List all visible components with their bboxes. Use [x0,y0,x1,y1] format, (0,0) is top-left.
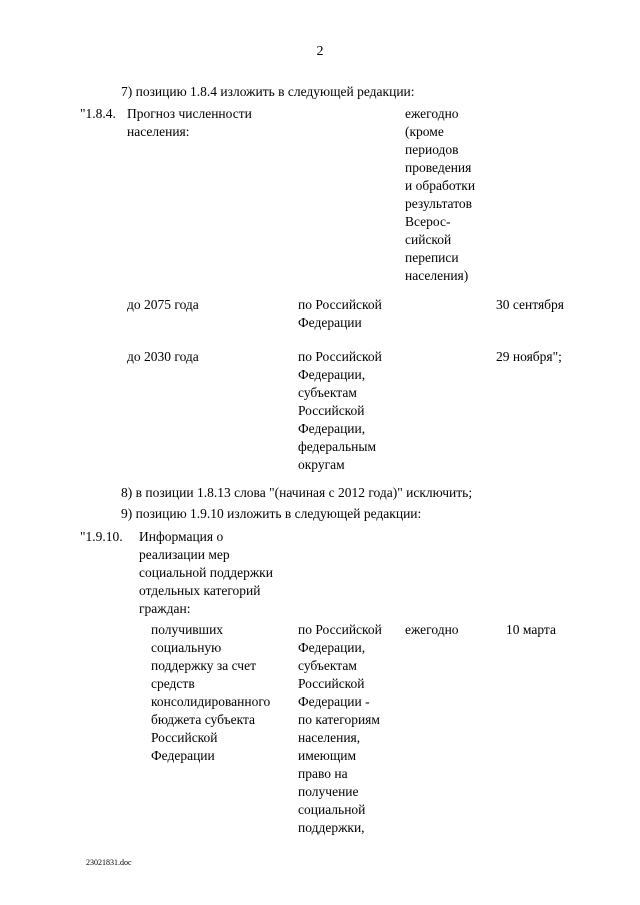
position-name-1-8-4: Прогноз численности населения: [127,106,252,139]
date-1-9-10: 10 марта [506,622,556,637]
sub-name-1-9-10: получивших социальную поддержку за счет средств консолидированного бюджета субъекта Российской Федерации [151,622,271,763]
item-8-text: 8) в позиции 1.8.13 слова "(начиная с 2012 года)" исключить; [121,485,473,500]
position-name-1-9-10: Информация о реализации мер социальной поддержки отдельных категорий граждан: [139,529,273,616]
row-date-2075: 30 сентября [496,297,565,312]
footer-filename: 23021831.doc [86,858,132,867]
level-1-9-10: по Российской Федерации, субъектам Российской Федерации - по категориям населения, имеющим право на получение социальной поддержки, [298,622,382,835]
page-number: 2 [316,44,324,59]
periodicity-1-8-4: ежегодно (кроме периодов проведения и обработки результатов Всерос- сийской переписи населения) [405,106,476,283]
row-label-2075: до 2075 года [127,297,199,312]
position-code-1-8-4: "1.8.4. [80,106,116,121]
row-level-2030: по Российской Федерации, субъектам Российской Федерации, федеральным округам [298,349,382,472]
row-level-2075: по Российской Федерации [298,297,382,330]
row-date-2030: 29 ноября"; [496,349,562,364]
row-label-2030: до 2030 года [127,349,199,364]
position-code-1-9-10: "1.9.10. [80,529,123,544]
item-7-text: 7) позицию 1.8.4 изложить в следующей редакции: [121,84,415,99]
item-9-text: 9) позицию 1.9.10 изложить в следующей редакции: [121,506,422,521]
periodicity-1-9-10: ежегодно [405,622,459,637]
